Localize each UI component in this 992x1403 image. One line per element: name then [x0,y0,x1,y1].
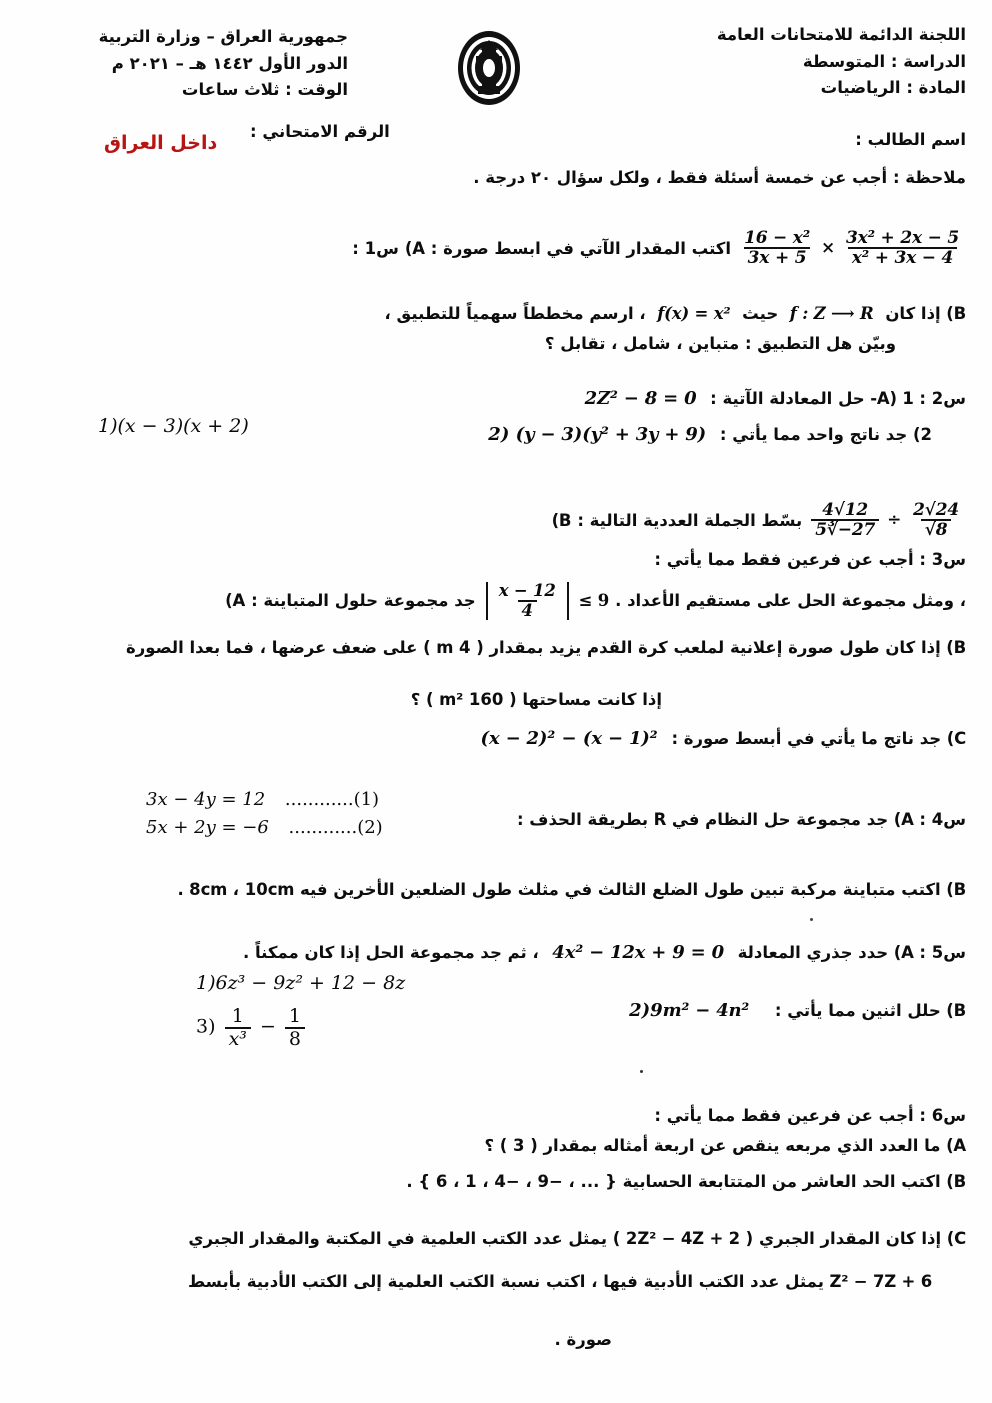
inside-iraq-badge: داخل العراق [104,132,218,154]
q2b-frac2-den: √8 [921,519,952,539]
q2b-expression [808,501,966,540]
q1b-text-3: ، ارسم مخططاً سهمياً للتطبيق ، [384,304,646,323]
question-3-part-b-line2: إذا كانت مساحتها ( 160 m² ) ؟ [410,690,662,709]
q4b-label: B) [946,880,966,899]
q1a-frac2-num: 3x² + 2x − 5 [846,228,959,248]
q5a-equation: 4x² − 12x + 9 = 0 [552,942,724,963]
q3c-expression: (x − 2)² − (x − 1)² [480,728,658,749]
q3b-text-1: إذا كان طول صورة إعلانية لملعب كرة القدم يزيد بمقدار ( 4 m ) على ضعف عرضها ، فما بعدا الصورة [126,638,941,657]
q5a-text-2: ، ثم جد مجموعة الحل إذا كان ممكناً . [242,943,539,962]
q1b-text-2: حيث [742,304,779,323]
question-6-part-b [406,1172,966,1191]
q4-equation-2-tag: ............(2) [288,816,383,838]
q5b-opt3-frac2-den: 8 [285,1027,305,1050]
q4a-label: A) [893,810,914,829]
q5b-opt3-minus: − [259,1015,276,1038]
exam-number-label: الرقم الامتحاني : [250,122,390,141]
q1a-operator: × [820,238,836,259]
q1a-frac2-den: x² + 3x − 4 [848,247,957,267]
q1a-text: اكتب المقدار الآتي في ابسط صورة : [430,238,732,258]
q2b-frac2-num: 2√24 [913,500,959,520]
question-6-intro [654,1106,966,1125]
question-6-label: س6 : [919,1106,966,1125]
question-5-part-a [243,942,966,963]
question-6-part-c-line3: صورة . [554,1330,612,1349]
q4a-text: جد مجموعة حل النظام في R بطريقة الحذف : [516,810,889,829]
question-6-part-c [26,1222,966,1255]
q2b-label: B) [551,510,572,530]
q5b-opt3-frac1-num: 1 [231,1005,244,1027]
stray-ink-mark [640,1070,643,1073]
q5b-option-3 [196,1006,308,1049]
exam-note: ملاحظة : أجب عن خمسة أسئلة فقط ، ولكل سؤال ٢٠ درجة . [473,168,966,187]
question-5-label: س5 : [919,943,966,962]
question-4-label: س4 : [919,810,966,829]
question-2-label: س2 : [919,389,966,408]
q2b-operator: ÷ [887,510,902,531]
question-6-part-c-line2: Z² − 7Z + 6 يمثل عدد الكتب الأدبية فيها ، اكتب نسبة الكتب العلمية إلى الكتب الأدبية بأبسط [188,1272,932,1291]
q3a-text: جد مجموعة حلول المتباينة : [251,591,476,611]
q4-equation-2-row [146,814,383,842]
question-1-part-b [266,298,966,329]
header-right-block [646,22,966,102]
question-1-part-a [352,228,966,268]
q4-equation-2: 5x + 2y = −6 [146,816,269,838]
question-4-part-a [517,810,966,829]
question-1-label: س1 : [352,238,399,258]
q1a-frac1-num: 16 − x² [744,228,810,248]
session-year: الدور الأول ١٤٤٢ هـ – ٢٠٢١ م [111,53,348,73]
q3c-label: C) [946,729,966,748]
student-name-label: اسم الطالب : [855,130,966,149]
q1b-function: f(x) = x² [657,304,731,323]
q3c-text: جد ناتج ما يأتي في أبسط صورة : [671,729,942,748]
q1b-mapping: f : Z ⟶ R [789,304,874,323]
q2a1-text: 1- حل المعادلة الآتية : [710,389,914,408]
q5b-option-2: 2)9m² − 4n² [629,1000,750,1021]
question-3-label: س3 : [919,550,966,569]
q2b-frac1-num: 4√12 [822,500,869,520]
q4b-text: اكتب متباينة مركبة تبين طول الضلع الثالث في مثلث طول الضلعين الأخرين فيه 8cm ، 10cm . [177,880,941,899]
q3a-text-2: ، ومثل مجموعة الحل على مستقيم الأعداد . [615,591,966,611]
q5b-text: حلل اثنين مما يأتي : [774,1001,941,1020]
q1a-frac1-den: 3x + 5 [744,247,811,267]
subject: المادة : الرياضيات [820,78,966,98]
question-2-part-a [577,388,966,409]
q2b-frac1-den: 5∛−27 [811,519,879,539]
q6b-label: B) [946,1172,966,1191]
q5b-label: B) [946,1001,966,1020]
question-3-part-c [472,728,966,749]
q6a-label: A) [946,1136,966,1155]
q5b-option-1: 1)6z³ − 9z² + 12 − 8z [196,972,406,994]
q2a1-equation: 2Z² − 8 = 0 [584,388,697,409]
question-3-part-b [126,638,966,657]
q2a2-text: 2) جد ناتج واحد مما يأتي : [719,425,932,444]
question-4-system [146,786,383,842]
q2b-text: بسّط الجملة العددية التالية : [577,510,803,530]
q1b-label: B) [946,304,966,323]
q6a-text: ما العدد الذي مربعه ينقص عن اربعة أمثاله بمقدار ( 3 ) ؟ [484,1136,941,1155]
exam-duration: الوقت : ثلاث ساعات [181,80,348,100]
country-ministry: جمهورية العراق – وزارة التربية [98,27,348,46]
q4-equation-1: 3x − 4y = 12 [146,789,266,810]
q5b-opt3-frac1-den: x³ [225,1027,251,1050]
q3b-label: B) [946,638,966,657]
q3a-frac-den: 4 [518,600,537,620]
study-level: الدراسة : المتوسطة [802,51,966,71]
q6c-label: C) [946,1229,966,1248]
q1a-label: A) [404,238,425,258]
q6b-text: اكتب الحد العاشر من المتتابعة الحسابية { ... ، −9 ، −4 ، 1 ، 6 } . [406,1172,941,1191]
q2a2-option-1: 1)(x − 3)(x + 2) [98,415,249,437]
q4-equation-1-row [146,786,383,814]
question-4-part-b [178,880,967,899]
q5b-option-3-prefix: 3) [196,1015,216,1038]
q5a-text-1: حدد جذري المعادلة [737,943,889,962]
q2a-label: A) [876,389,897,408]
q3a-inequality [482,582,609,620]
committee-title: اللجنة الدائمة للامتحانات العامة [716,25,966,44]
q3a-label: A) [225,591,246,611]
q4-equation-1-tag: ............(1) [284,789,380,810]
question-5-part-b [609,1000,966,1021]
q1b-text-1: إذا كان [885,304,941,323]
q6-intro-text: أجب عن فرعين فقط مما يأتي : [654,1106,914,1125]
q3-intro-text: أجب عن فرعين فقط مما يأتي : [654,550,914,569]
q5a-label: A) [893,943,914,962]
q3a-rhs: ≤ 9 [578,591,610,611]
question-3-part-a [225,582,966,620]
header-left-block [48,24,348,104]
stray-ink-mark-2 [810,918,813,921]
q2a2-option-2: 2) (y − 3)(y² + 3y + 9) [488,424,707,445]
iraq-state-seal-icon [452,26,526,110]
question-2-part-b [552,500,966,540]
q3a-frac-num: x − 12 [498,581,556,600]
question-1-part-b-line2: وبيّن هل التطبيق : متباين ، شامل ، تقابل ؟ [544,334,896,353]
question-3-intro [654,550,966,569]
q1a-expression [737,229,966,268]
question-2-part-a2 [480,424,932,445]
q5b-opt3-frac2-num: 1 [288,1005,302,1027]
q6c-text-1: إذا كان المقدار الجبري ( 2Z² − 4Z + 2 ) يمثل عدد الكتب العلمية في المكتبة والمقدار الجبري [188,1229,942,1248]
question-6-part-a [484,1136,966,1155]
